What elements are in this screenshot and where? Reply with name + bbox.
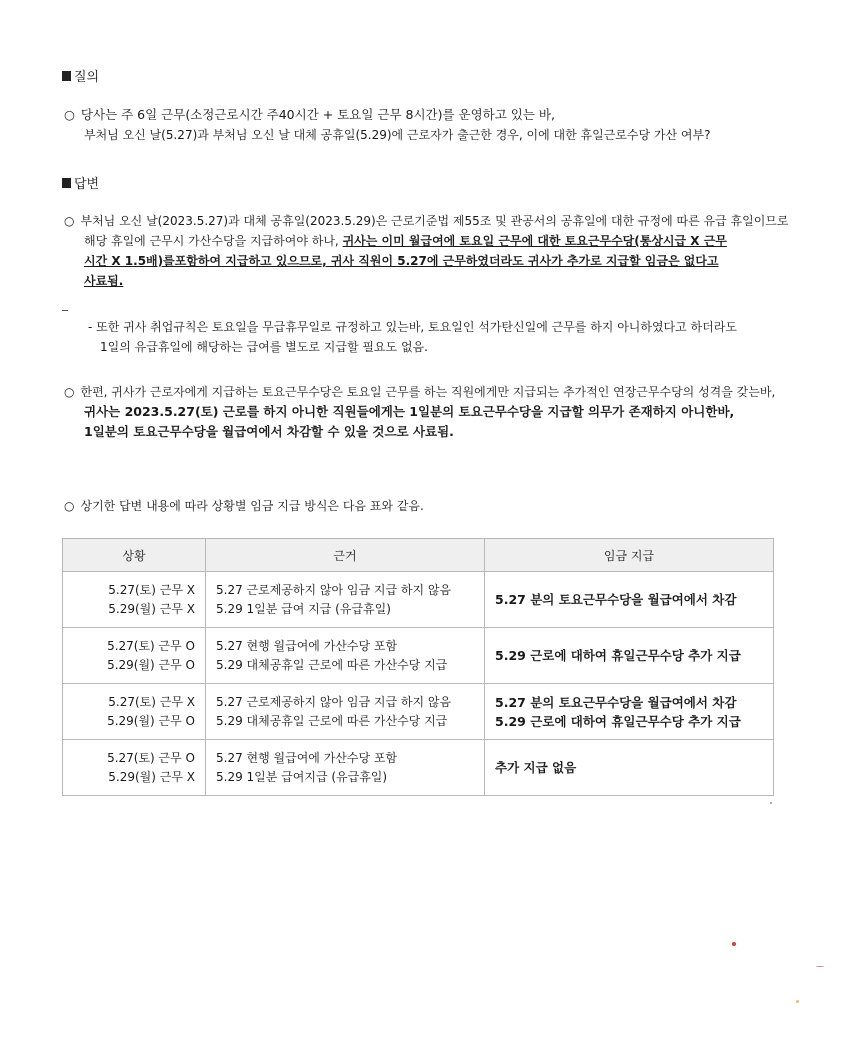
header-payment: 임금 지급 — [485, 539, 774, 572]
cell-line: 5.29 근로에 대하여 휴일근무수당 추가 지급 — [495, 648, 741, 663]
cell-payment — [485, 740, 774, 796]
answer-p3-line1 — [64, 383, 775, 401]
cell-line: 5.27 현행 월급여에 가산수당 포함 — [216, 750, 398, 765]
cell-basis — [206, 628, 485, 684]
circle-bullet-icon: ○ — [64, 107, 75, 122]
answer-p1-text-2-plain: 해당 휴일에 근무시 가산수당을 지급하여야 하나, — [84, 234, 339, 248]
cell-basis — [206, 740, 485, 796]
answer-p1-text-1: 부처님 오신 날(2023.5.27)과 대체 공휴일(2023.5.29)은 근로기준법 제55조 및 관공서의 공휴일에 대한 규정에 따른 유급 휴일이므로 — [80, 214, 789, 228]
cell-line: 5.29(월) 근무 X — [108, 601, 195, 616]
cell-line: 5.29(월) 근무 X — [108, 769, 195, 784]
cell-line: 5.29 대체공휴일 근로에 따른 가산수당 지급 — [216, 713, 448, 728]
scan-speck — [770, 802, 772, 804]
cell-line: 5.27(토) 근무 X — [108, 582, 195, 597]
cell-situation — [63, 628, 206, 684]
scan-speck — [796, 1000, 799, 1003]
answer-p4-text-1: 상기한 답변 내용에 따라 상황별 임금 지급 방식은 다음 표와 같음. — [80, 499, 424, 513]
square-bullet-icon — [62, 71, 71, 81]
answer-heading — [62, 173, 99, 192]
table-row — [63, 740, 774, 796]
cell-line: 5.29(월) 근무 O — [107, 713, 195, 728]
inquiry-text-1: 당사는 주 6일 근무(소정근로시간 주40시간 + 토요일 근무 8시간)를 운영하고 있는 바, — [80, 107, 555, 122]
cell-line: 5.29(월) 근무 O — [107, 657, 195, 672]
answer-p1-line1 — [64, 212, 789, 230]
answer-p1-line4: 사료됨. — [84, 274, 124, 288]
cell-line: 추가 지급 없음 — [495, 760, 577, 775]
cell-basis — [206, 684, 485, 740]
answer-p1-text-2-bold: 귀사는 이미 월급여에 토요일 근무에 대한 토요근무수당(통상시급 X 근무 — [342, 234, 727, 248]
scan-speck — [816, 966, 824, 967]
cell-line: 5.27(토) 근무 X — [108, 694, 195, 709]
wage-table — [62, 538, 774, 796]
cell-situation — [63, 740, 206, 796]
answer-p3-text-1: 한편, 귀사가 근로자에게 지급하는 토요근무수당은 토요일 근무를 하는 직원에게만 지급되는 추가적인 연장근무수당의 성격을 갖는바, — [80, 385, 776, 399]
cell-line: 5.27 분의 토요근무수당을 월급여에서 차감 — [495, 694, 737, 710]
inquiry-line2: 부처님 오신 날(5.27)과 부처님 오신 날 대체 공휴일(5.29)에 근로자가 출근한 경우, 이에 대한 휴일근로수당 가산 여부? — [84, 128, 711, 142]
cell-line: 5.29 대체공휴일 근로에 따른 가산수당 지급 — [216, 657, 448, 672]
table-row — [63, 628, 774, 684]
circle-bullet-icon: ○ — [64, 499, 75, 513]
square-bullet-icon — [62, 178, 71, 188]
cell-line: 5.27 현행 월급여에 가산수당 포함 — [216, 638, 398, 653]
inquiry-heading — [62, 66, 99, 85]
cell-line: 5.29 근로에 대하여 휴일근무수당 추가 지급 — [495, 713, 741, 729]
cell-basis — [206, 572, 485, 628]
cell-line: 5.27(토) 근무 O — [107, 750, 195, 765]
cell-line: 5.27 근로제공하지 않아 임금 지급 하지 않음 — [216, 694, 452, 709]
table-header-row — [63, 539, 774, 572]
inquiry-line1 — [64, 106, 555, 124]
circle-bullet-icon: ○ — [64, 214, 75, 228]
scan-speck — [732, 942, 736, 946]
answer-p1-line3: 시간 X 1.5배)를포함하여 지급하고 있으므로, 귀사 직원이 5.27에 근무하였더라도 귀사가 추가로 지급할 임금은 없다고 — [84, 254, 719, 268]
answer-p1-line2 — [84, 232, 727, 250]
cell-payment — [485, 684, 774, 740]
cell-line: 5.27(토) 근무 O — [107, 638, 195, 653]
circle-bullet-icon: ○ — [64, 385, 75, 399]
answer-p2-line1: - 또한 귀사 취업규칙은 토요일을 무급휴무일로 규정하고 있는바, 토요일인 석가탄신일에 근무를 하지 아니하였다고 하더라도 — [88, 320, 737, 334]
answer-p3-line2: 귀사는 2023.5.27(토) 근로를 하지 아니한 직원들에게는 1일분의 토요근무수당을 지급할 의무가 존재하지 아니한바, — [84, 404, 735, 419]
answer-p4-line1 — [64, 497, 424, 515]
inquiry-heading-text: 질의 — [74, 70, 100, 85]
table-row — [63, 572, 774, 628]
margin-dash — [62, 310, 68, 311]
cell-line: 5.29 1일분 급여 지급 (유급휴일) — [216, 601, 391, 616]
table-row — [63, 684, 774, 740]
cell-line: 5.27 분의 토요근무수당을 월급여에서 차감 — [495, 592, 737, 607]
cell-line: 5.29 1일분 급여지급 (유급휴일) — [216, 769, 388, 784]
cell-line: 5.27 근로제공하지 않아 임금 지급 하지 않음 — [216, 582, 452, 597]
cell-payment — [485, 628, 774, 684]
answer-p3-line3: 1일분의 토요근무수당을 월급여에서 차감할 수 있을 것으로 사료됨. — [84, 424, 454, 439]
answer-heading-text: 답변 — [74, 177, 100, 192]
header-situation: 상황 — [63, 539, 206, 572]
cell-payment — [485, 572, 774, 628]
header-basis: 근거 — [206, 539, 485, 572]
cell-situation — [63, 684, 206, 740]
cell-situation — [63, 572, 206, 628]
answer-p2-line2: 1일의 유급휴일에 해당하는 급여를 별도로 지급할 필요도 없음. — [100, 340, 428, 354]
